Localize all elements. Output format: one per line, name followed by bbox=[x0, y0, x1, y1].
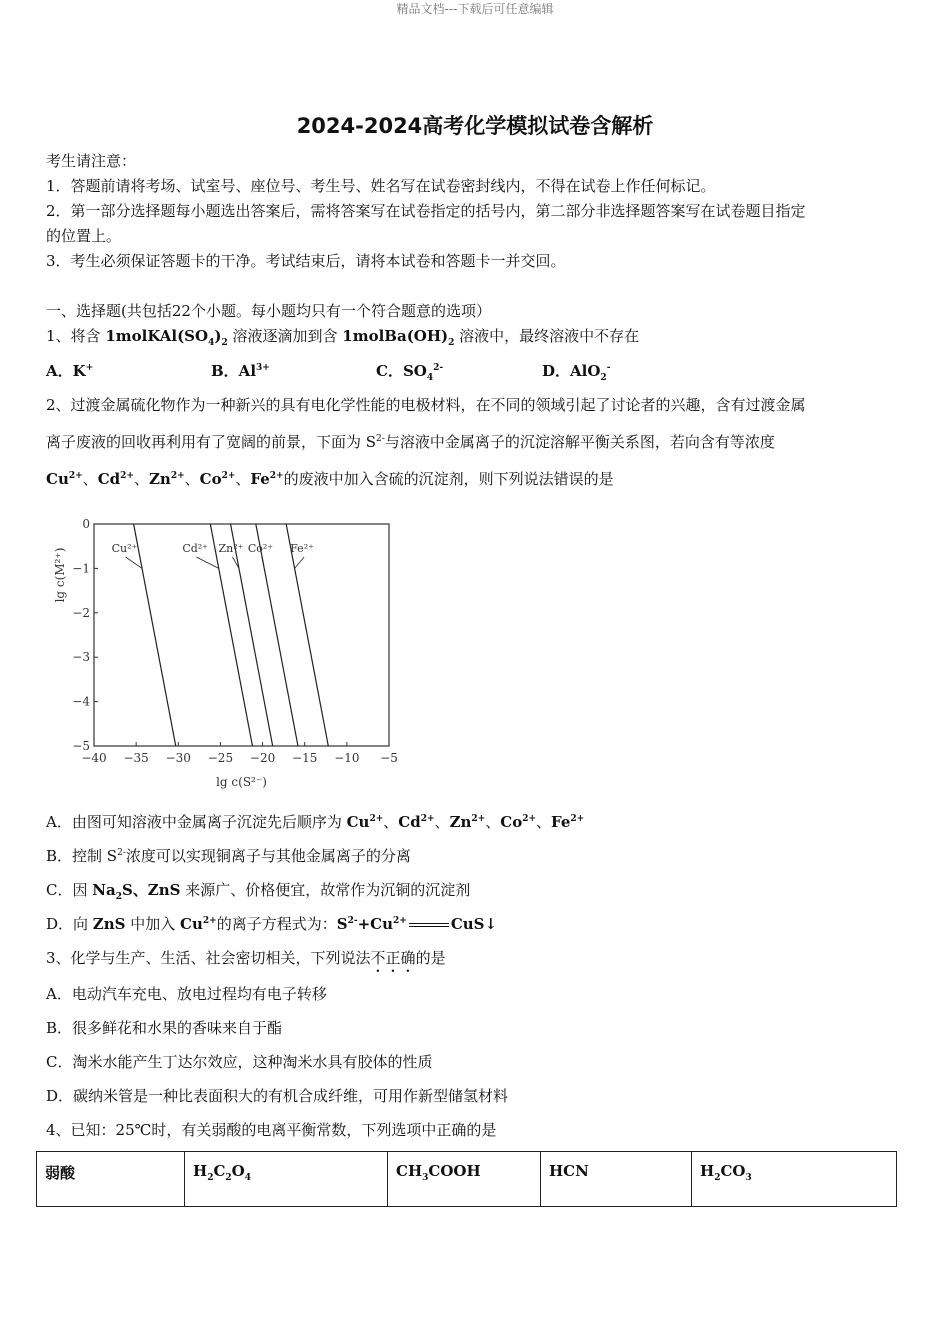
series-label: Fe²⁺ bbox=[290, 542, 314, 555]
q3-option-a[interactable]: A．电动汽车充电、放电过程均有电子转移 bbox=[46, 985, 327, 1003]
x-tick-label: −40 bbox=[81, 751, 107, 765]
x-tick-label: −20 bbox=[249, 751, 276, 765]
x-tick-label: −10 bbox=[334, 751, 360, 765]
table-header-oxalic: $H_2C_2O_4$ bbox=[185, 1152, 388, 1207]
x-tick-label: −5 bbox=[380, 751, 398, 765]
series-label: Co²⁺ bbox=[247, 542, 274, 555]
q3-option-b[interactable]: B．很多鲜花和水果的香味来自于酯 bbox=[46, 1019, 283, 1037]
notice-item-2-cont: 的位置上。 bbox=[46, 227, 122, 245]
q1-option-a[interactable]: A．K+ bbox=[46, 362, 94, 380]
series-label-leader bbox=[295, 557, 305, 568]
y-tick-label: −1 bbox=[72, 561, 90, 576]
q2-option-d[interactable]: D．向 ZnS 中加入 $Cu^{2+}$的离子方程式为：$S^{2-}+Cu^{2+}$ CuS↓ bbox=[46, 915, 498, 933]
x-tick-label: −35 bbox=[123, 751, 149, 765]
series-line bbox=[231, 524, 273, 746]
table-header-acid: 弱酸 bbox=[37, 1152, 185, 1207]
q1-option-d[interactable]: D．AlO$_2$- bbox=[542, 362, 611, 383]
x-axis-label: lg c(S²⁻) bbox=[216, 775, 267, 789]
plot-frame bbox=[94, 524, 389, 746]
series-label-leader bbox=[196, 557, 218, 568]
y-tick-label: 0 bbox=[82, 517, 90, 531]
solubility-chart bbox=[50, 510, 410, 800]
q1-option-b[interactable]: B．$Al^{3+}$ bbox=[211, 362, 270, 380]
y-tick-label: −3 bbox=[72, 650, 90, 665]
notice-item-2: 2．第一部分选择题每小题选出答案后，需将答案写在试卷指定的括号内，第二部分非选择题答案写在试卷题目指定 bbox=[46, 202, 806, 220]
x-tick-label: −30 bbox=[165, 751, 191, 765]
notice-item-3: 3．考生必须保证答题卡的干净。考试结束后，请将本试卷和答题卡一并交回。 bbox=[46, 252, 566, 270]
q2-option-c[interactable]: C．因 $Na_2S$、ZnS 来源广、价格便宜，故常作为沉铜的沉淀剂 bbox=[46, 881, 471, 902]
series-label-leader bbox=[262, 557, 264, 568]
q2-stem-2: 离子废液的回收再利用有了宽阔的前景，下面为 $S^{2-}$与溶液中金属离子的沉淀溶解平衡关系图，若向含有等浓度 bbox=[46, 433, 775, 451]
series-line bbox=[210, 524, 252, 746]
q3-stem: 3、化学与生产、生活、社会密切相关，下列说法不正确的是 bbox=[46, 949, 446, 967]
y-axis-label: lg c(M²⁺) bbox=[53, 547, 67, 603]
table-header-carbonic: $H_2CO_3$ bbox=[692, 1152, 897, 1207]
table-row bbox=[37, 1152, 897, 1207]
series-label: Cd²⁺ bbox=[182, 542, 209, 555]
q3-option-c[interactable]: C．淘米水能产生丁达尔效应，这种淘米水具有胶体的性质 bbox=[46, 1053, 433, 1071]
q2-option-a[interactable]: A．由图可知溶液中金属离子沉淀先后顺序为 $Cu^{2+}$、$Cd^{2+}$、$Zn^{2+}$、$Co^{2+}$、$Fe^{2+}$ bbox=[46, 813, 585, 831]
section-heading: 一、选择题(共包括22个小题。每小题均只有一个符合题意的选项） bbox=[46, 302, 491, 320]
q2-stem-1: 2、过渡金属硫化物作为一种新兴的具有电化学性能的电极材料，在不同的领域引起了讨论者的兴趣，含有过渡金属 bbox=[46, 396, 806, 414]
q2-stem-3: $Cu^{2+}$、$Cd^{2+}$、$Zn^{2+}$、$Co^{2+}$、$Fe^{2+}$的废液中加入含硫的沉淀剂，则下列说法错误的是 bbox=[46, 470, 614, 488]
notice-heading: 考生请注意： bbox=[46, 152, 137, 170]
watermark: 精品文档---下载后可任意编辑 bbox=[396, 2, 554, 16]
y-tick-label: −2 bbox=[72, 605, 90, 620]
series-label: Cu²⁺ bbox=[111, 542, 138, 555]
q1-stem: 1、将含 $1molKAl(SO_4)_2$ 溶液逐滴加到含 $1molBa(OH)_2$ 溶液中，最终溶液中不存在 bbox=[46, 327, 640, 348]
page-title: 2024-2024高考化学模拟试卷含解析 bbox=[296, 114, 654, 138]
x-tick-label: −25 bbox=[207, 751, 234, 765]
q2-option-b[interactable]: B．控制 $S^{2-}$浓度可以实现铜离子与其他金属离子的分离 bbox=[46, 847, 411, 865]
table-header-hcn: HCN bbox=[541, 1152, 692, 1207]
q1-option-c[interactable]: C．$SO_4^{2-}$ bbox=[376, 362, 444, 383]
q4-stem: 4、已知：25℃时，有关弱酸的电离平衡常数，下列选项中正确的是 bbox=[46, 1121, 497, 1139]
series-label: Zn²⁺ bbox=[218, 542, 244, 555]
series-line bbox=[134, 524, 176, 746]
x-tick-label: −15 bbox=[292, 751, 318, 765]
acid-constants-table bbox=[36, 1151, 897, 1207]
series-label-leader bbox=[126, 557, 142, 568]
q3-option-d[interactable]: D．碳纳米管是一种比表面积大的有机合成纤维，可用作新型储氢材料 bbox=[46, 1087, 509, 1105]
notice-item-1: 1．答题前请将考场、试室号、座位号、考生号、姓名写在试卷密封线内，不得在试卷上作任何标记。 bbox=[46, 177, 716, 195]
y-tick-label: −4 bbox=[72, 694, 90, 709]
y-tick-label: −5 bbox=[72, 739, 90, 753]
equals-sign-icon bbox=[409, 923, 449, 927]
series-line bbox=[286, 524, 328, 746]
table-header-acetic: $CH_3COOH$ bbox=[388, 1152, 541, 1207]
